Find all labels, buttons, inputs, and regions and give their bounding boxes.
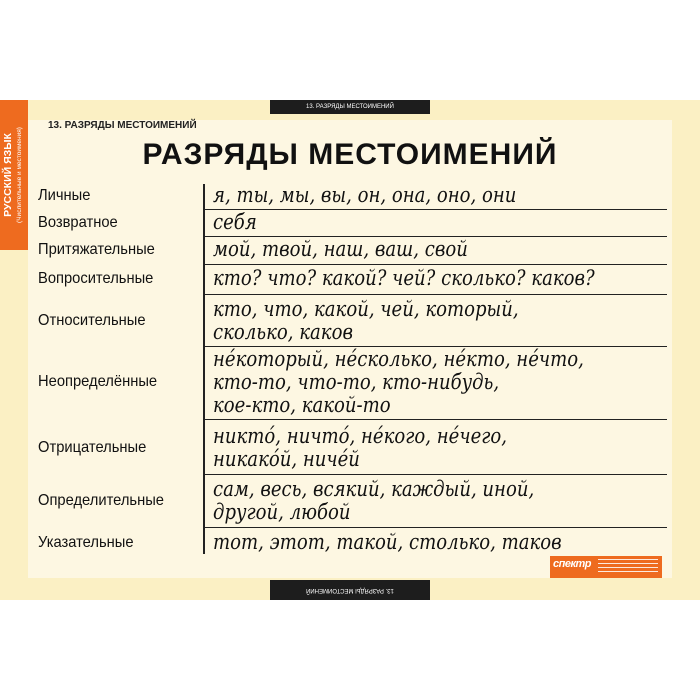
value-negative (213, 425, 507, 471)
value-indefinite (213, 348, 584, 417)
value-relative (213, 298, 519, 344)
top-bar: 13. РАЗРЯДЫ МЕСТОИМЕНИЙ (270, 100, 430, 114)
value-line: никако́й, ниче́й (213, 447, 360, 471)
label-personal: Личные (38, 187, 91, 204)
side-tab-subtitle: (Числительные и местоимения) (16, 127, 23, 223)
label-relative: Относительные (38, 312, 146, 329)
side-tab-title: РУССКИЙ ЯЗЫК (2, 133, 14, 217)
value-interrogative (213, 267, 595, 290)
label-definitive: Определительные (38, 492, 164, 509)
row-separator (205, 474, 667, 475)
side-tab (0, 100, 28, 250)
value-line: другой, любой (213, 500, 351, 524)
poster (0, 100, 700, 600)
value-line: сам, весь, всякий, каждый, иной, (213, 477, 535, 501)
column-divider (203, 184, 205, 554)
value-line: кто? что? какой? чей? сколько? каков? (213, 266, 595, 290)
label-reflexive: Возвратное (38, 214, 118, 231)
publisher-badge (550, 556, 662, 578)
row-separator (205, 419, 667, 420)
value-personal (213, 184, 516, 207)
row-separator (205, 209, 667, 210)
value-line: кое-кто, какой-то (213, 393, 391, 417)
row-separator (205, 527, 667, 528)
page-title: РАЗРЯДЫ МЕСТОИМЕНИЙ (142, 138, 558, 171)
label-possessive: Притяжательные (38, 241, 155, 258)
label-indefinite: Неопределённые (38, 373, 158, 390)
value-definitive (213, 478, 534, 524)
value-line: себя (213, 210, 257, 234)
value-line: мой, твой, наш, ваш, свой (213, 237, 468, 261)
row-separator (205, 294, 667, 295)
publisher-fine-print (598, 559, 658, 575)
label-negative: Отрицательные (38, 439, 147, 456)
label-interrogative: Вопросительные (38, 270, 154, 287)
value-line: я, ты, мы, вы, он, она, оно, они (213, 183, 517, 207)
value-demonstrative (213, 531, 562, 554)
publisher-logo: спектр (553, 558, 592, 570)
row-separator (205, 264, 667, 265)
value-line: никто́, ничто́, не́кого, не́чего, (213, 424, 508, 448)
value-line: кто-то, что-то, кто-нибудь, (213, 370, 500, 394)
value-reflexive (213, 211, 257, 234)
bottom-bar (270, 580, 430, 600)
label-demonstrative: Указательные (38, 534, 134, 551)
value-possessive (213, 238, 468, 261)
value-line: кто, что, какой, чей, который, (213, 297, 519, 321)
bottom-bar-label: 13. РАЗРЯДЫ МЕСТОИМЕНИЙ (306, 587, 394, 593)
value-line: сколько, каков (213, 320, 353, 344)
value-line: не́который, не́сколько, не́кто, не́что, (213, 347, 584, 371)
value-line: тот, этот, такой, столько, таков (213, 530, 562, 554)
poster-number: 13. РАЗРЯДЫ МЕСТОИМЕНИЙ (48, 120, 197, 131)
